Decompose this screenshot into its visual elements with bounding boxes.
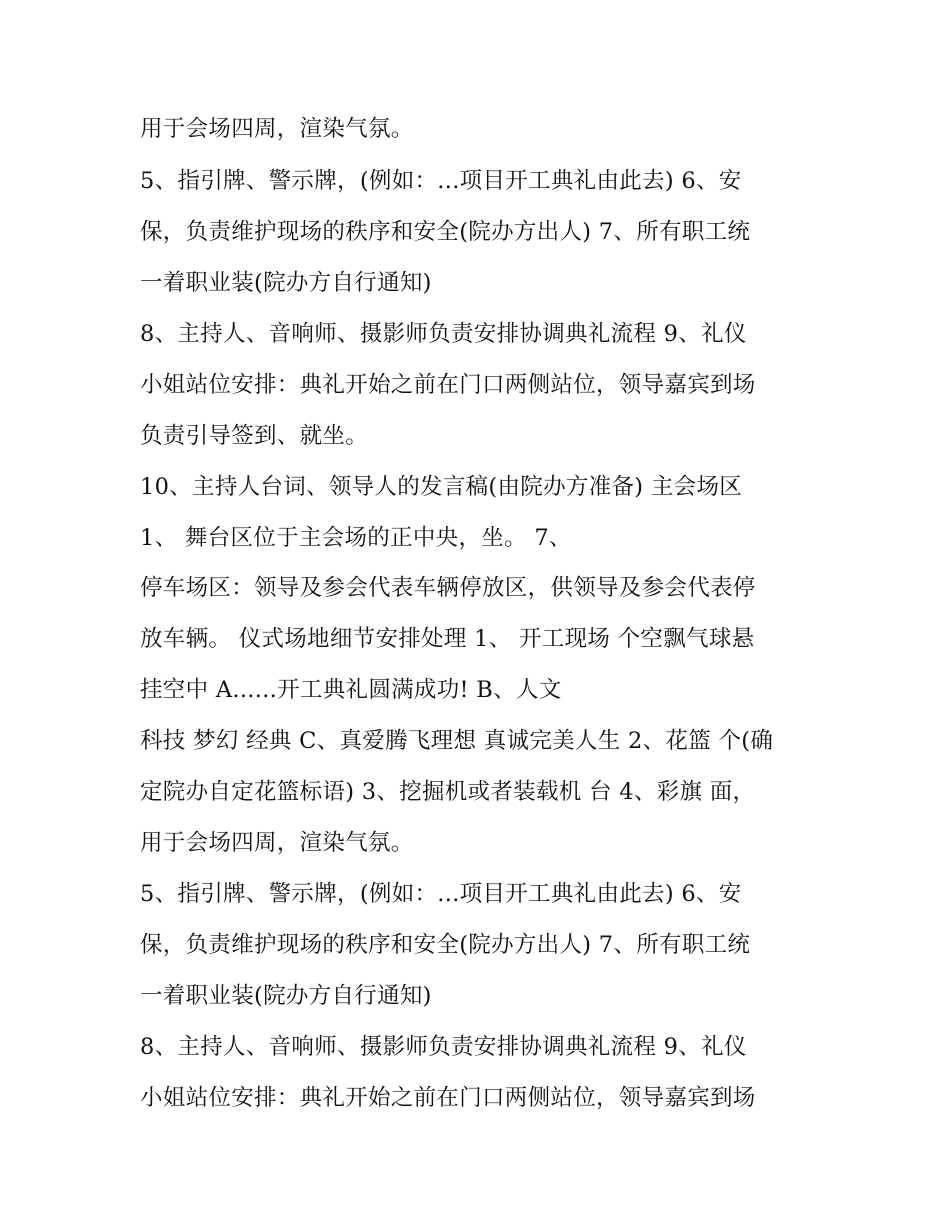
text-line: 5、指引牌、警示牌，(例如：...项目开工典礼由此去) 6、安 [140, 881, 742, 907]
text-line: 小姐站位安排：典礼开始之前在门口两侧站位，领导嘉宾到场 [140, 372, 756, 398]
text-line: 1、 舞台区位于主会场的正中央，坐。 7、 [140, 525, 572, 551]
text-line: 定院办自定花篮标语) 3、挖掘机或者装载机 台 4、彩旗 面， [140, 779, 756, 805]
text-line: 停车场区：领导及参会代表车辆停放区，供领导及参会代表停 [140, 575, 756, 601]
text-line: 科技 梦幻 经典 C、真爱腾飞理想 真诚完美人生 2、花篮 个(确 [140, 728, 774, 754]
text-line: 保，负责维护现场的秩序和安全(院办方出人) 7、所有职工统 [140, 932, 751, 958]
text-line: 一着职业装(院办方自行通知) [140, 270, 432, 296]
text-line: 5、指引牌、警示牌，(例如：...项目开工典礼由此去) 6、安 [140, 168, 742, 194]
text-line: 8、主持人、音响师、摄影师负责安排协调典礼流程 9、礼仪 [140, 321, 747, 347]
text-line: 小姐站位安排：典礼开始之前在门口两侧站位，领导嘉宾到场 [140, 1085, 756, 1111]
text-line: 用于会场四周，渲染气氛。 [140, 830, 414, 856]
text-line: 放车辆。 仪式场地细节安排处理 1、 开工现场 个空飘气球悬 [140, 626, 755, 652]
text-line: 负责引导签到、就坐。 [140, 423, 369, 449]
text-line: 保，负责维护现场的秩序和安全(院办方出人) 7、所有职工统 [140, 219, 751, 245]
text-line: 用于会场四周，渲染气氛。 [140, 116, 414, 142]
text-line: 8、主持人、音响师、摄影师负责安排协调典礼流程 9、礼仪 [140, 1034, 747, 1060]
text-line: 10、主持人台词、领导人的发言稿(由院办方准备) 主会场区 [140, 474, 743, 500]
text-line: 挂空中 A......开工典礼圆满成功! B、人文 [140, 677, 562, 703]
text-line: 一着职业装(院办方自行通知) [140, 983, 432, 1009]
